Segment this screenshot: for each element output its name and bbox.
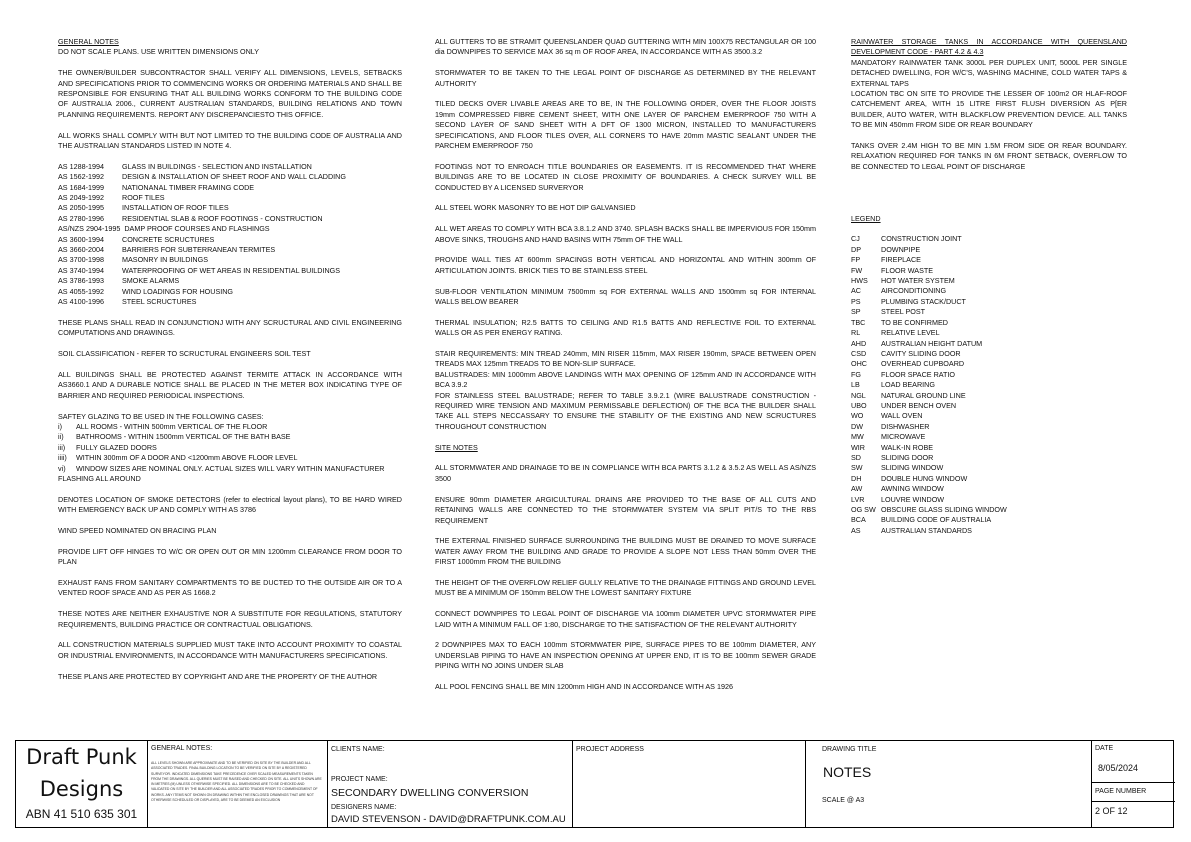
legend-item: DH DOUBLE HUNG WINDOW — [851, 473, 968, 483]
list-item: vi) WINDOW SIZES ARE NOMINAL ONLY. ACTUAL SIZES WILL VARY WITHIN MANUFACTURER — [58, 463, 385, 473]
legend-item: SP STEEL POST — [851, 307, 926, 317]
note-flashing: FLASHING ALL AROUND — [58, 473, 141, 483]
list-item: AS 3600-1994 CONCRETE SCRUCTURES — [58, 234, 215, 244]
note-plans: THESE PLANS SHALL READ IN CONJUNCTIONJ WITH ANY SCRUCTURAL AND CIVIL ENGINEERING COMPUTATIONS AND DRAWINGS. — [58, 317, 402, 338]
note-copyright: THESE PLANS ARE PROTECTED BY COPYRIGHT AND ARE THE PROPERTY OF THE AUTHOR — [58, 671, 378, 681]
list-item: AS 2780-1996 RESIDENTIAL SLAB & ROOF FOOTINGS - CONSTRUCTION — [58, 213, 323, 223]
legend-item: OHC OVERHEAD CUPBOARD — [851, 359, 965, 369]
general-notes-heading: GENERAL NOTES — [58, 37, 119, 46]
note-footings: FOOTINGS NOT TO ENROACH TITLE BOUNDARIES OR EASEMENTS. IT IS RECOMMENDED THAT WHERE BUILDINGS ARE TO BE LOCATED IN CLOSE PROXIMITY OF BOUNDARIES. A CHECK SURVEY WILL BE CONDUCTED BY A LICENSED SURVERYOR — [435, 161, 816, 192]
list-item: AS/NZS 2904-1995 DAMP PROOF COURSES AND FLASHINGS — [58, 224, 270, 234]
address-box — [573, 741, 806, 827]
construction-notes-column — [435, 37, 816, 703]
clients-label: CLIENTS NAME: — [331, 746, 385, 753]
legend-item: FG FLOOR SPACE RATIO — [851, 369, 956, 379]
list-item: AS 2049-1992 ROOF TILES — [58, 193, 165, 203]
designer-name: DAVID STEVENSON - DAVID@DRAFTPUNK.COM.AU — [331, 814, 566, 825]
legend-item: FP FIREPLACE — [851, 255, 921, 265]
note-wet-areas: ALL WET AREAS TO COMPLY WITH BCA 3.8.1.2 AND 3740. SPLASH BACKS SHALL BE IMPERVIOUS FOR 150mm ABOVE SINKS, TROUGHS AND HAND BASINS WITH 75mm OF THE WALL — [435, 224, 816, 244]
scale-label: SCALE @ A3 — [822, 797, 865, 804]
note-thermal: THERMAL INSULATION; R2.5 BATTS TO CEILING AND R1.5 BATTS AND REFLECTIVE FOIL TO EXTERNAL WALLS OR AS PER ENERGY RATING. — [435, 317, 816, 338]
list-item: AS 1684-1999 NATIONANAL TIMBER FRAMING CODE — [58, 182, 255, 192]
note-tank: MANDATORY RAINWATER TANK 3000L PER DUPLEX UNIT, 5000L PER SINGLE DETACHED DWELLING, FOR W/C'S, WASHING MACHINE, COLD WATER TAPS & EXTERNAL TAPS — [851, 57, 1127, 88]
list-item: AS 1562-1992 DESIGN & INSTALLATION OF SHEET ROOF AND WALL CLADDING — [58, 172, 346, 182]
list-item: AS 3740-1994 WATERPROOFING OF WET AREAS IN RESIDENTIAL BUILDINGS — [58, 265, 341, 275]
legend-heading: LEGEND — [851, 213, 881, 223]
legend-item: OG SW OBSCURE GLASS SLIDING WINDOW — [851, 505, 1007, 515]
note-exhaust: EXHAUST FANS FROM SANITARY COMPARTMENTS TO BE DUCTED TO THE OUTSIDE AIR OR TO A VENTED ROOF SPACE AND AS PER AS 1668.2 — [58, 577, 402, 598]
logo-line-1: Draft Punk — [26, 745, 137, 769]
project-label: PROJECT NAME: — [331, 776, 388, 783]
site-notes-heading: SITE NOTES — [435, 442, 478, 452]
note-wind: WIND SPEED NOMINATED ON BRACING PLAN — [58, 525, 217, 535]
legend-item: DP DOWNPIPE — [851, 244, 921, 254]
list-item: AS 2050-1995 INSTALLATION OF ROOF TILES — [58, 203, 229, 213]
legend-item: LB LOAD BEARING — [851, 380, 935, 390]
note-decks: TILED DECKS OVER LIVABLE AREAS ARE TO BE, IN THE FOLLOWING ORDER, OVER THE FLOOR JOISTS 19mm COMPRESSED FIBRE CEMENT SHEET, WITH ONE LAYER OF PARCHEM EMERPROOF 750 WITH A SECOND LAYER OF SAND SHEET WITH A DFT OF 1300 MICRON, INSTALLED TO MANUFACTURERS SPECIFICATIONS, AND FLOOR TILES OVER, ALL CORNERS TO HAVE 20mm MASTIC SEALANT UNDER THE PARCHEM EMERPROOF 750 — [435, 99, 816, 151]
note-tanks-over: TANKS OVER 2.4M HIGH TO BE MIN 1.5M FROM SIDE OR REAR BOUNDARY. RELAXATION REQUIRED FOR TANKS IN 6M FRONT SETBACK, OVERFLOW TO BE CONNECTED TO LEGAL POINT OF DISCHARGE — [851, 141, 1127, 171]
drawing-title: NOTES — [823, 764, 872, 780]
note-scale: DO NOT SCALE PLANS. USE WRITTEN DIMENSIONS ONLY — [58, 47, 260, 57]
note-steel: ALL STEEL WORK MASONRY TO BE HOT DIP GALVANSIED — [435, 203, 636, 213]
legend-item: BCA BUILDING CODE OF AUSTRALIA — [851, 515, 992, 525]
note-materials: ALL CONSTRUCTION MATERIALS SUPPLIED MUST TAKE INTO ACCOUNT PROXIMITY TO COASTAL OR INDUSTRIAL ENVIRONMENTS, IN ACCORDANCE WITH MANUFACTURERS SPECIFICATIONS. — [58, 640, 402, 660]
note-drains: ENSURE 90mm DIAMETER ARGICULTURAL DRAINS ARE PROVIDED TO THE BASE OF ALL CUTS AND RETAINING WALLS ARE CONNECTED TO THE STORMWATER SYSTEM VIA SPLIT PIT/S TO THE RBS REQUIREMENT — [435, 494, 816, 525]
legend-item: CSD CAVITY SLIDING DOOR — [851, 348, 961, 358]
legend-item: FW FLOOR WASTE — [851, 265, 934, 275]
company-logo — [16, 741, 148, 827]
standards-list — [58, 162, 402, 308]
legend-item: AC AIRCONDITIONING — [851, 286, 947, 296]
legend-item: NGL NATURAL GROUND LINE — [851, 390, 966, 400]
glazing-list — [58, 422, 402, 474]
note-balustrades: BALUSTRADES: MIN 1000mm ABOVE LANDINGS WITH MAX OPENING OF 125mm AND IN ACCORDANCE WITH BCA 3.9.2 — [435, 369, 816, 390]
note-connect-downpipes: CONNECT DOWNPIPES TO LEGAL POINT OF DISCHARGE VIA 100mm DIAMETER UPVC STORMWATER PIPE LAID WITH A MINIMUM FALL OF 1:80, DISCHARGE TO THE SATISFACTION OF THE RELEVANT AUTHORITY — [435, 609, 816, 629]
note-stairs: STAIR REQUIREMENTS: MIN TREAD 240mm, MIN RISER 115mm, MAX RISER 190mm, SPACE BETWEEN OPEN TREADS MAX 125mm TREADS TO BE NON-SLIP SURFACE. — [435, 349, 816, 369]
note-owner-builder: THE OWNER/BUILDER SUBCONTRACTOR SHALL VERIFY ALL DIMENSIONS, LEVELS, SETBACKS AND SPECIFICATIONS PRIOR TO COMMENCING WORKS OR ORDERING MATERIALS AND SHALL BE RESPONSIBLE FOR ENSURING THAT ALL BUILDING WORKS CONFORM TO THE BUILDING CODE OF AUSTRALIA 2006., CURRENT AUSTRALIAN STANDARDS, BUILDING RELATIONS AND TOWN PLANNING REQUIREMENTS. REPORT ANY DISCREPANCIESTO THIS OFFICE. — [58, 68, 402, 119]
list-item: AS 4100-1996 STEEL SCRUCTURES — [58, 297, 197, 307]
note-wall-ties: PROVIDE WALL TIES AT 600mm SPACINGS BOTH VERTICAL AND HORIZONTAL AND WITHIN 300mm OF ARTICULATION JOINTS. BRICK TIES TO BE STAINLESS STEEL — [435, 255, 816, 275]
legend-item: WIR WALK-IN ROBE — [851, 442, 934, 452]
legend-item: SW SLIDING WINDOW — [851, 463, 944, 473]
list-item: ii) BATHROOMS - WITHIN 1500mm VERTICAL OF THE BATH BASE — [58, 432, 291, 442]
note-downpipes: 2 DOWNPIPES MAX TO EACH 100mm STORMWATER PIPE, SURFACE PIPES TO BE 100mm DIAMETER, ANY UNDERSLAB PIPING TO HAVE AN INSPECTION OPENING AT UPPER END, IT IS TO BE 100mm SEWER GRADE PIPING WITH NO JOINS UNDER SLAB — [435, 640, 816, 671]
title-block — [15, 740, 1174, 828]
legend-item: CJ CONSTRUCTION JOINT — [851, 234, 962, 244]
legend-item: AS AUSTRALIAN STANDARDS — [851, 525, 972, 535]
client-box — [328, 741, 573, 827]
note-termite: ALL BUILDINGS SHALL BE PROTECTED AGAINST TERMITE ATTACK IN ACCORDANCE WITH AS3660.1 AND A DURABLE NOTICE SHALL BE PLACED IN THE METER BOX INDICATING TYPE OF BARRIER AND REQUIRED PERIODICAL INSPECTIONS. — [58, 369, 402, 400]
legend-item: WO WALL OVEN — [851, 411, 923, 421]
note-tank-location: LOCATION TBC ON SITE TO PROVIDE THE LESSER OF 100m2 OR HLAF-ROOF CATCHEMENT AREA, WITH 15 LITRE FIRST FLUSH DIVERSION AS P[ER BUILDER, AUTO WATER, WITH BLACKFLOW PREVENTION DEVICE. ALL TANKS TO BE MIN 450mm FROM SIDE OR REAR BOUNDARY — [851, 89, 1127, 130]
note-gutters: ALL GUTTERS TO BE STRAMIT QUEENSLANDER QUAD GUTTERING WITH MIN 100X75 RECTANGULAR OR 100 dia DOWNPIPES TO SERVICE MAX 36 sq m OF ROOF AREA, IN ACCORDANCE WITH AS 3500.3.2 — [435, 37, 816, 57]
general-notes-text: ALL LEVELS SHOWN ARE APPROXIMATE AND TO BE VERIFIED ON SITE BY THE BUILDER AND ALL ASSOCIATED TRADES. FINAL BUILDING LOCATION TO BE VERIFIED ON SITE BY A REGISTERED SURVEYOR. INDICATED DIMENSIONS TAKE PRECEDENCE OVER SCALED MEASUREMENTS TAKEN FROM THE DRAWINGS. ALL QUERIES MUST BE RAISED AND CHECKED ON SITE. ALL UNITS SHOWN ARE IN METRES (M) UNLESS OTHERWISE SPECIFIED. ALL DIMENSIONS ARE TO BE CHECKED AND VALIDATED ON SITE BY THE BUILDER AND ALL ASSOCIATED TRADES PRIOR TO COMMENCEMENT OF WORKS. ANY ITEMS NOT SHOWN ON DRAWING WITHIN THE ENCLOSED DRAWINGS THAT ARE NOT OTHERWISE SCHEDULED OR DISPLAYED, ARE TO BE DEEMED AN EXCLUSION — [151, 761, 322, 803]
note-steel-balustrade: FOR STAINLESS STEEL BALUSTRADE; REFER TO TABLE 3.9.2.1 (WIRE BALUSTRADE CONSTRUCTION - REQUIRED WIRE TENSION AND MAXIMUM PERMISSABLE DEFLECTION) OF THE BCA THE BUILDER SHALL TAKE ALL STEPS NECCASSARY TO ENSURE THE STABILITY OF THE EXISTING AND NEW SCRUCTURES THROUGHOUT CONSTRUCTION — [435, 390, 816, 431]
list-item: AS 4055-1992 WIND LOADINGS FOR HOUSING — [58, 286, 234, 296]
legend-item: AW AWNING WINDOW — [851, 484, 944, 494]
tanks-legend-column — [851, 37, 1127, 536]
legend-list — [851, 234, 1127, 536]
note-site-stormwater: ALL STORMWATER AND DRAINAGE TO BE IN COMPLIANCE WITH BCA PARTS 3.1.2 & 3.5.2 AS WELL AS AS/NZS 3500 — [435, 463, 816, 483]
date-value: 8/05/2024 — [1098, 763, 1139, 773]
legend-item: RL RELATIVE LEVEL — [851, 328, 940, 338]
note-overflow: THE HEIGHT OF THE OVERFLOW RELIEF GULLY RELATIVE TO THE DRAINAGE FITTINGS AND GROUND LEVEL MUST BE A MINIMUM OF 150mm BELOW THE LOWEST SANITARY FIXTURE — [435, 577, 816, 598]
page-number: 2 OF 12 — [1095, 806, 1128, 816]
list-item: i) ALL ROOMS - WITHIN 500mm VERTICAL OF THE FLOOR — [58, 421, 268, 431]
legend-item: LVR LOUVRE WINDOW — [851, 494, 945, 504]
legend-item: AHD AUSTRALIAN HEIGHT DATUM — [851, 338, 983, 348]
list-item: AS 1288-1994 GLASS IN BUILDINGS - SELECTION AND INSTALLATION — [58, 161, 312, 171]
legend-item: HWS HOT WATER SYSTEM — [851, 276, 955, 286]
general-notes-column — [58, 37, 402, 692]
list-item: iii) FULLY GLAZED DOORS — [58, 442, 157, 452]
note-surface: THE EXTERNAL FINISHED SURFACE SURROUNDING THE BUILDING MUST BE DRAINED TO MOVE SURFACE WATER AWAY FROM THE BUILDING AND GRADE TO PROVIDE A SLOPE NOT LESS THAN 50mm OVER THE FIRST 1000mm FROM THE BUILDING — [435, 536, 816, 567]
project-name: SECONDARY DWELLING CONVERSION — [331, 787, 529, 799]
note-ventilation: SUB-FLOOR VENTILATION MINIMUM 7500mm sq FOR EXTERNAL WALLS AND 1500mm sq FOR INTERNAL WALLS BELOW BEARER — [435, 286, 816, 307]
logo-line-2: Designs — [39, 777, 124, 801]
note-hinges: PROVIDE LIFT OFF HINGES TO W/C OR OPEN OUT OR MIN 1200mm CLEARANCE FROM DOOR TO PLAN — [58, 546, 402, 567]
note-soil: SOIL CLASSIFICATION - REFER TO SCRUCTURAL ENGINEERS SOIL TEST — [58, 349, 311, 359]
list-item: AS 3700-1998 MASONRY IN BUILDINGS — [58, 255, 209, 265]
designers-label: DESIGNERS NAME: — [331, 804, 397, 811]
list-item: AS 3786-1993 SMOKE ALARMS — [58, 276, 180, 286]
note-comply: ALL WORKS SHALL COMPLY WITH BUT NOT LIMITED TO THE BUILDING CODE OF AUSTRALIA AND THE AUSTRALIAN STANDARDS LISTED IN NOTE 4. — [58, 130, 402, 151]
legend-item: UBO UNDER BENCH OVEN — [851, 400, 957, 410]
legend-item: SD SLIDING DOOR — [851, 452, 934, 462]
note-glazing: SAFTEY GLAZING TO BE USED IN THE FOLLOWING CASES: — [58, 411, 264, 421]
list-item: AS 3660-2004 BARRIERS FOR SUBTERRANEAN TERMITES — [58, 245, 276, 255]
project-address-label: PROJECT ADDRESS — [576, 746, 644, 753]
page-label: PAGE NUMBER — [1095, 788, 1147, 795]
note-smoke: DENOTES LOCATION OF SMOKE DETECTORS (refer to electrical layout plans), TO BE HARD WIRED WITH EMERGENCY BACK UP AND COMPLY WITH AS 3786 — [58, 494, 402, 515]
note-disclaimer: THESE NOTES ARE NEITHER EXHAUSTIVE NOR A SUBSTITUTE FOR REGULATIONS, STATUTORY REQUIREMENTS, BUILDING PRACTICE OR CONTRACTUAL OBLIGATIONS. — [58, 609, 402, 629]
legend-item: PS PLUMBING STACK/DUCT — [851, 296, 966, 306]
date-label: DATE — [1095, 745, 1114, 752]
general-notes-box — [148, 741, 328, 827]
legend-item: DW DISHWASHER — [851, 421, 930, 431]
legend-item: MW MICROWAVE — [851, 432, 926, 442]
note-stormwater: STORMWATER TO BE TAKEN TO THE LEGAL POINT OF DISCHARGE AS DETERMINED BY THE RELEVANT AUTHORITY — [435, 68, 816, 88]
drawing-title-label: DRAWING TITLE — [822, 746, 877, 753]
abn: ABN 41 510 635 301 — [25, 807, 138, 821]
note-pool: ALL POOL FENCING SHALL BE MIN 1200mm HIGH AND IN ACCORDANCE WITH AS 1926 — [435, 681, 733, 691]
list-item: iiii) WITHIN 300mm OF A DOOR AND <1200mm ABOVE FLOOR LEVEL — [58, 453, 298, 463]
drawing-title-box — [806, 741, 1092, 827]
tank-heading: RAINWATER STORAGE TANKS IN ACCORDANCE WITH QUEENSLAND DEVELOPMENT CODE - PART 4.2 & 4.3 — [851, 37, 1127, 57]
general-notes-label: GENERAL NOTES: — [151, 745, 213, 752]
date-page-box — [1092, 741, 1175, 827]
legend-item: TBC TO BE CONFIRMED — [851, 317, 948, 327]
